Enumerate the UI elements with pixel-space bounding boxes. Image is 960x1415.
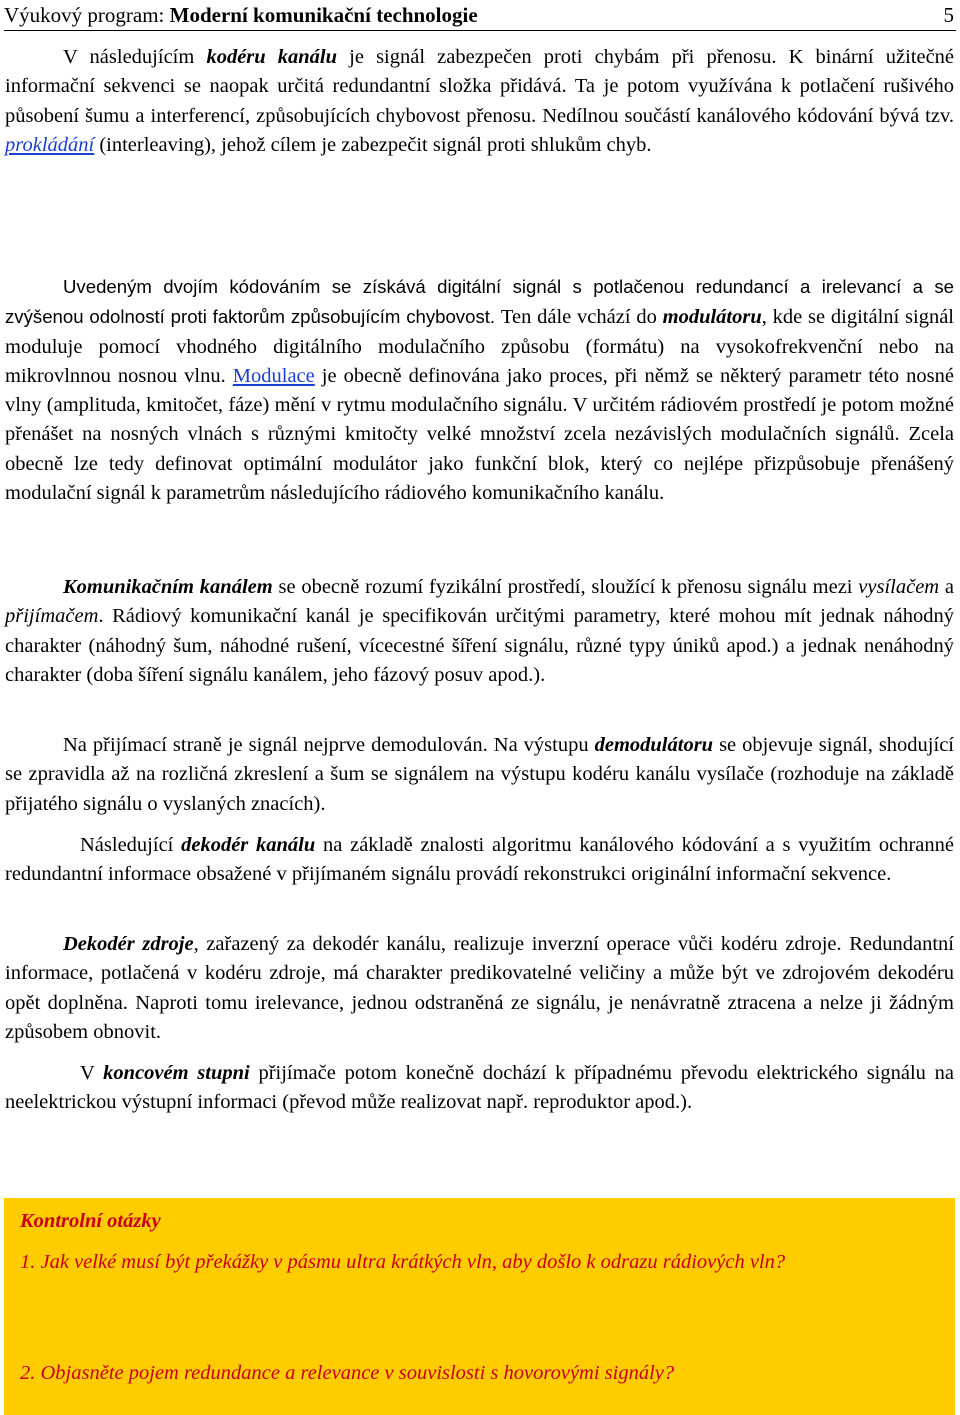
text: je obecně definována jako proces, při němž se některý parametr této nosné vlny (amplituda, kmitočet, fáze) mění v rytmu modulačního signálu. V určitém rádiovém prostředí je potom možné přenášet na nosných vlnách s různými kmitočty velké množství zcela nezávislých modulačních signálů. Zcela obecně lze tedy definovat optimální modulátor jako funkční blok, který co nejlépe přizpůsobuje přenášený modulační signál k parametrům následujícího rádiového komunikačního kanálu. (5, 364, 954, 505)
term-final-stage: koncovém stupni (103, 1062, 250, 1084)
text: , kde se digitální signál moduluje pomocí vhodného digitálního modulačního způsobu (formátu) na vysokofrekvenční nebo na mikrovlnnou nosnou vlnu. (5, 306, 954, 387)
text: a (939, 576, 954, 598)
term-source-decoder: Dekodér zdroje (63, 933, 194, 955)
term-demodulator: demodulátoru (594, 734, 714, 756)
paragraph-demodulator (5, 731, 954, 819)
text: (interleaving), jehož cílem je zabezpečit signál proti shlukům chyb. (94, 133, 652, 156)
text: , zařazený za dekodér kanálu, realizuje inverzní operace vůči kodéru zdroje. Redundantní informace, potlačená v kodéru zdroje, má charakter predikovatelné veličiny a může být ve zdrojovém dekodéru opět doplněna. Naproti tomu irelevance, jednou odstraněná ze signálu, je nenávratně ztracena a nelze ji žádným způsobem obnovit. (5, 933, 954, 1043)
page-number: 5 (943, 3, 954, 27)
header-prefix: Výukový program: (4, 3, 170, 27)
paragraph-source-decoder (5, 930, 954, 1047)
text: Následující (80, 834, 182, 856)
paragraph-modulator (5, 272, 954, 508)
term-transmitter: vysílačem (858, 576, 940, 598)
text: Na přijímací straně je signál nejprve demodulován. Na výstupu (63, 734, 595, 756)
question-2: 2. Objasněte pojem redundance a relevance v souvislosti s hovorovými signály? (20, 1362, 675, 1384)
term-channel-decoder: dekodér kanálu (181, 834, 316, 856)
link-interleaving[interactable]: prokládání (5, 133, 95, 156)
header-title: Moderní komunikační technologie (169, 3, 478, 27)
text: se obecně rozumí fyzikální prostředí, sloužící k přenosu signálu mezi (272, 576, 859, 598)
text: . Rádiový komunikační kanál je specifikován určitými parametry, které mohou mít jednak náhodný charakter (náhodný šum, náhodné rušení, vícecestné šíření signálu, různé typy úniků apod.) a jednak nenáhodný charakter (doba šíření signálu kanálem, jeho fázový posuv apod.). (5, 605, 954, 686)
paragraph-channel-decoder (5, 831, 954, 890)
text: na základě znalosti algoritmu kanálového kódování a s využitím ochranné redundantní informace obsažené v přijímaném signálu provádí rekonstrukci originální informační sekvence. (5, 834, 954, 886)
link-modulation[interactable]: Modulace (232, 364, 315, 387)
text: V (80, 1062, 104, 1084)
term-modulator: modulátoru (662, 306, 762, 329)
review-questions-box (4, 1198, 955, 1415)
page-header (4, 2, 956, 31)
review-questions-title: Kontrolní otázky (20, 1210, 161, 1232)
paragraph-channel-coder (5, 43, 954, 160)
text: Uvedeným dvojím kódováním se získává digitální signál s potlačenou redundancí a irelevancí a se zvýšenou odolností proti faktorům způsobujícím chybovost. (5, 276, 954, 328)
text: Ten dále vchází do (500, 306, 663, 329)
term-channel-coder: kodéru kanálu (206, 46, 338, 68)
text: se objevuje signál, shodující se zpravidla až na rozličná zkreslení a šum se signálem na výstupu kodéru kanálu vysílače (rozhoduje na základě přijatého signálu o vyslaných znacích). (5, 734, 954, 815)
term-receiver: přijímačem (5, 605, 99, 628)
text: V následujícím (63, 46, 207, 68)
term-comm-channel: Komunikačním kanálem (63, 576, 273, 598)
question-1: 1. Jak velké musí být překážky v pásmu ultra krátkých vln, aby došlo k odrazu rádiových vln? (20, 1251, 786, 1273)
paragraph-channel (5, 573, 954, 690)
text: přijímače potom konečně dochází k případnému převodu elektrického signálu na neelektrickou výstupní informaci (převod může realizovat např. reproduktor apod.). (5, 1062, 954, 1114)
text: je signál zabezpečen proti chybám při přenosu. K binární užitečné informační sekvenci se naopak určitá redundantní složka přidává. Ta je potom využívána k potlačení rušivého působení šumu a interferencí, způsobujících chybovost přenosu. Nedílnou součástí kanálového kódování bývá tzv. (5, 46, 955, 127)
paragraph-final-stage (5, 1059, 954, 1118)
